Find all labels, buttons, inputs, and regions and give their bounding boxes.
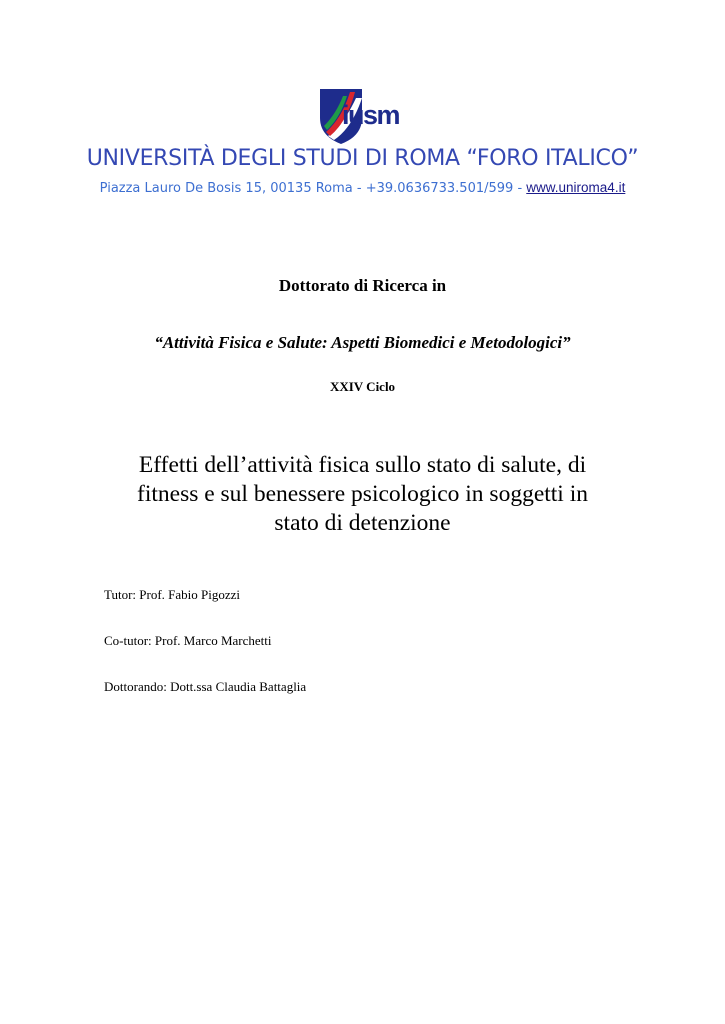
program-title: “Attività Fisica e Salute: Aspetti Biomedici e Metodologici” bbox=[154, 333, 571, 352]
university-address-line bbox=[0, 180, 725, 196]
thesis-title-line: Effetti dell’attività fisica sullo stato di salute, di bbox=[138, 452, 587, 478]
thesis-title-line: stato di detenzione bbox=[274, 510, 451, 536]
program-cycle: XXIV Ciclo bbox=[329, 379, 396, 394]
logo-text: iusm bbox=[342, 100, 400, 130]
university-website-link[interactable]: www.uniroma4.it bbox=[526, 180, 626, 195]
thesis-title-line: fitness e sul benessere psicologico in soggetti in bbox=[137, 481, 588, 507]
iusm-logo bbox=[316, 84, 412, 146]
tutor-line: Tutor: Prof. Fabio Pigozzi bbox=[104, 587, 241, 602]
program-label: Dottorato di Ricerca in bbox=[278, 276, 447, 295]
candidate-line: Dottorando: Dott.ssa Claudia Battaglia bbox=[104, 679, 307, 694]
co-tutor-line: Co-tutor: Prof. Marco Marchetti bbox=[104, 633, 272, 648]
university-name: UNIVERSITÀ DEGLI STUDI DI ROMA “FORO ITALICO” bbox=[86, 146, 639, 171]
thesis-title bbox=[110, 451, 615, 538]
university-address: Piazza Lauro De Bosis 15, 00135 Roma - +39.0636733.501/599 - bbox=[99, 181, 527, 196]
